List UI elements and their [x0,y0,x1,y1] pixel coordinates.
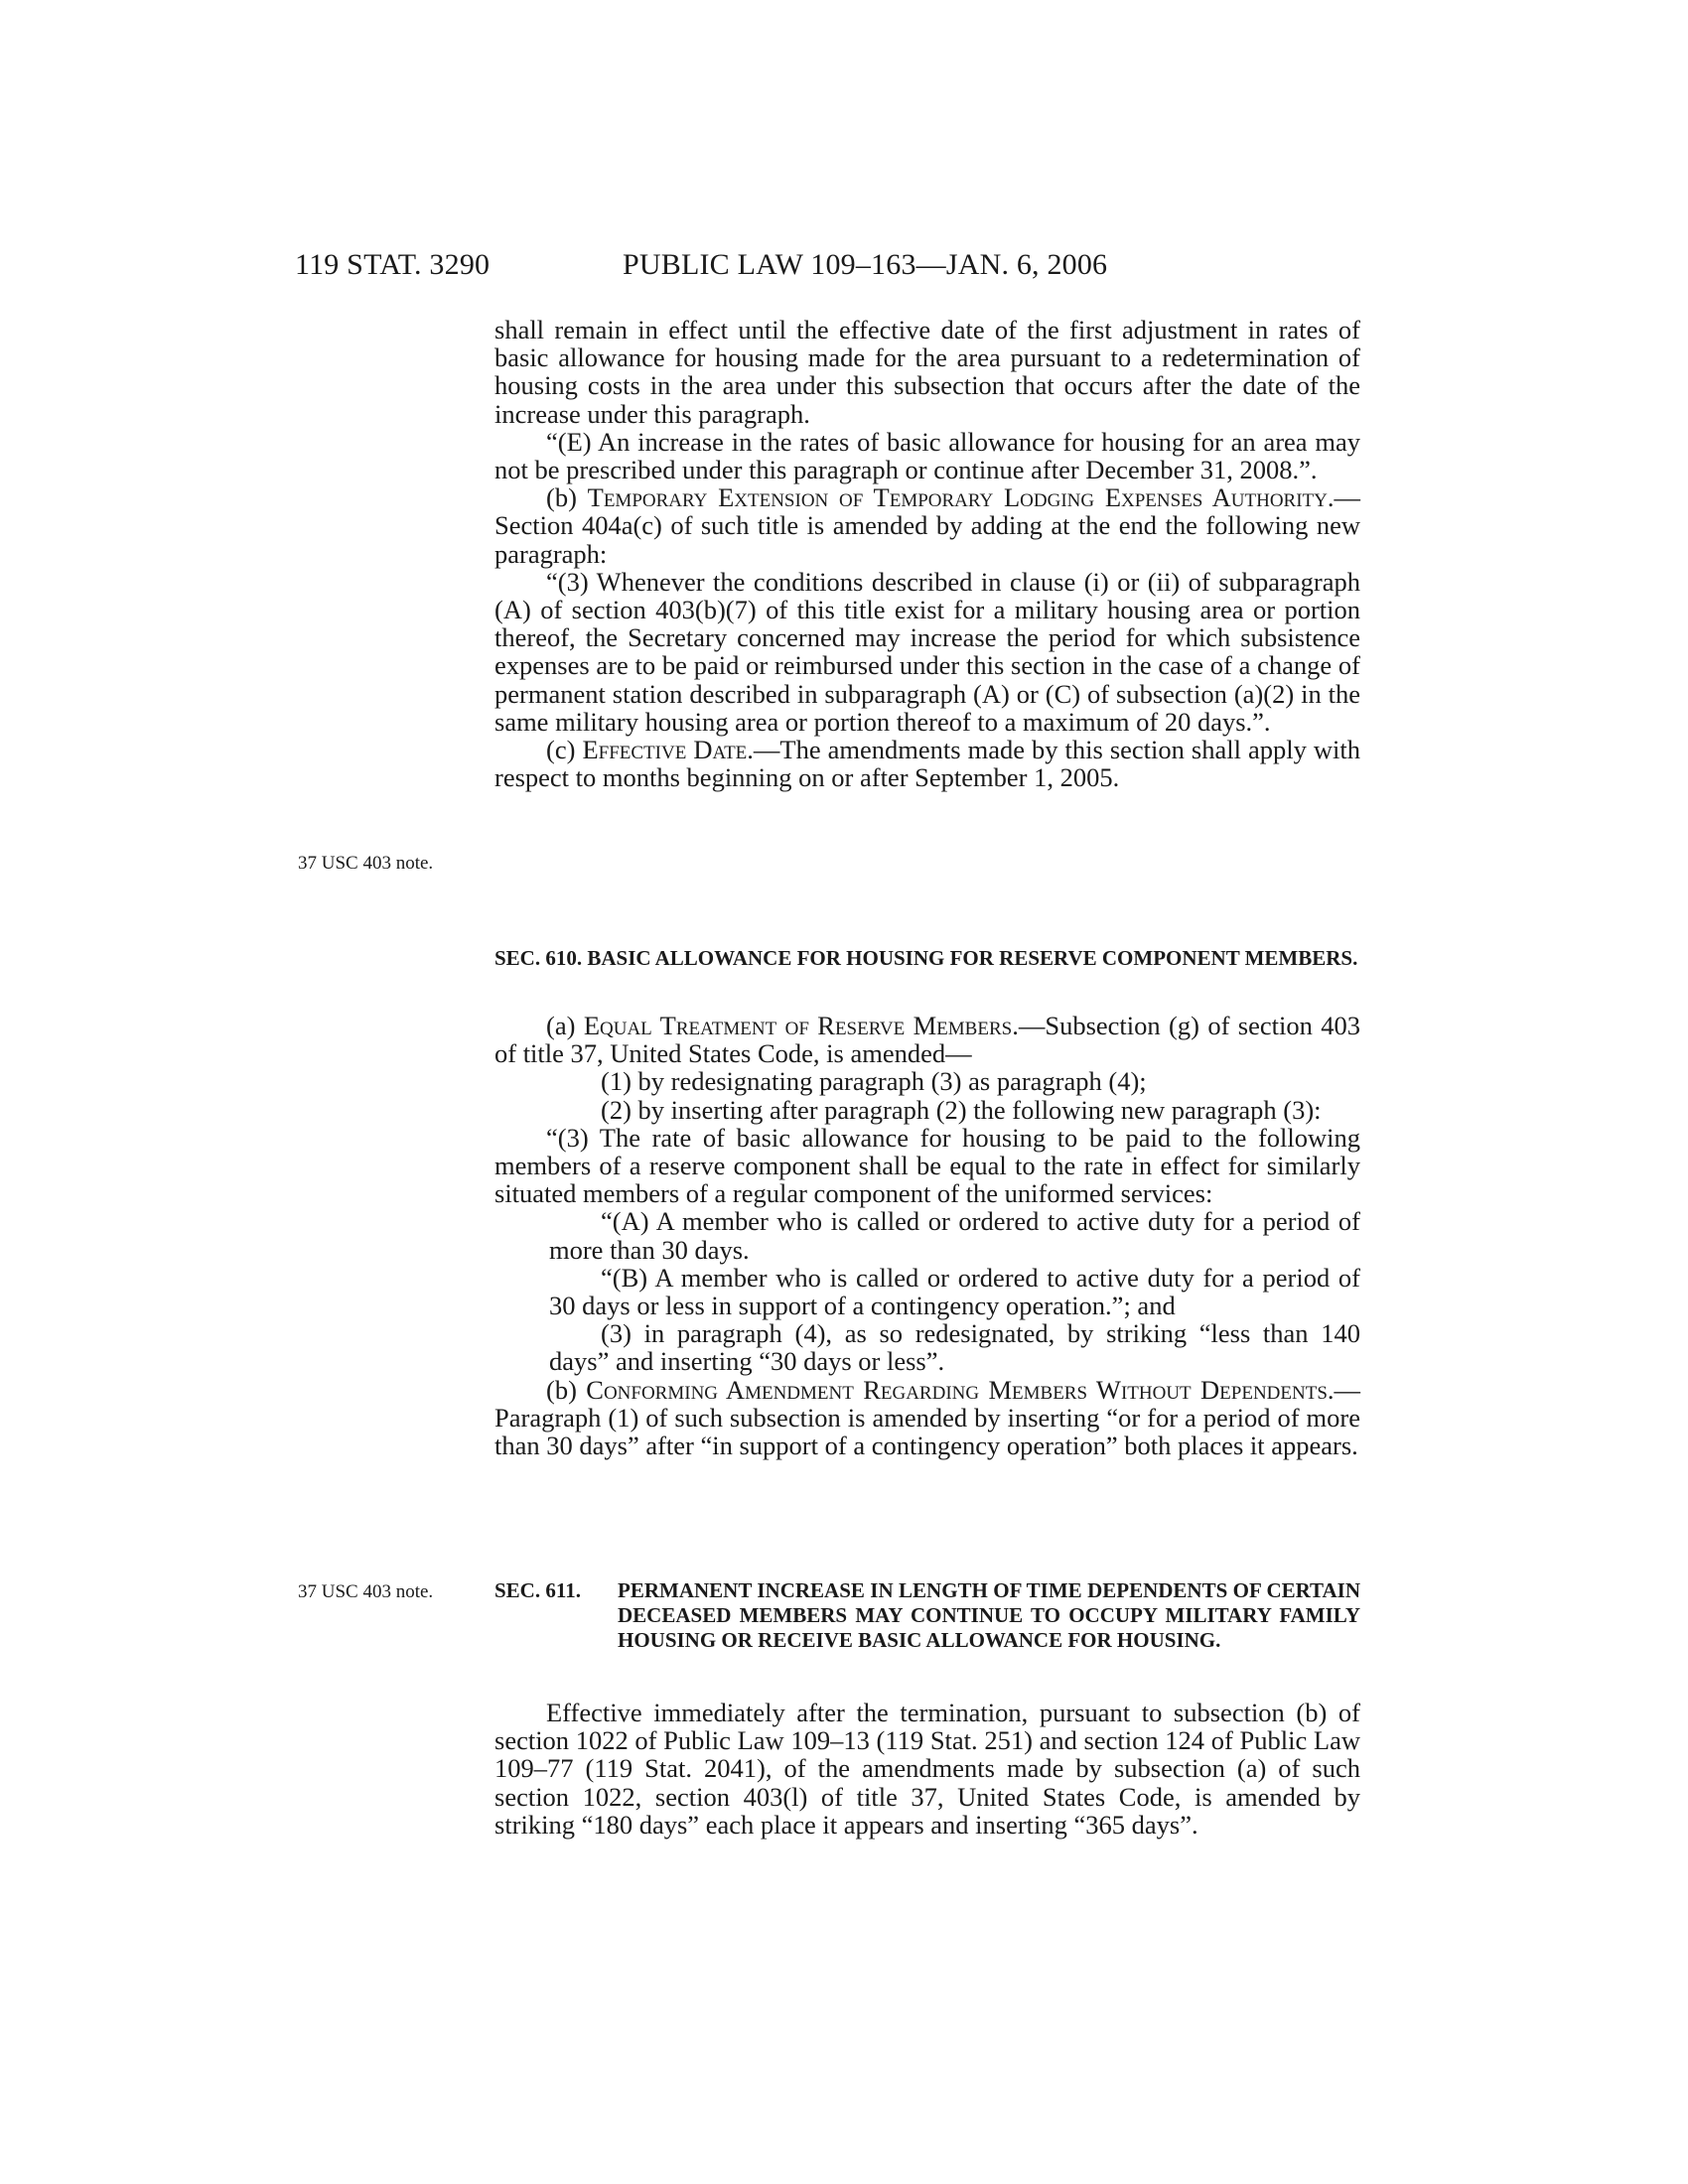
subsection-text: —The amendments made by this section shall apply with respect to months beginning on or after September 1, 2005. [494,735,1360,793]
section-611-body [494,1699,1360,1839]
page-reference: 119 STAT. 3290 [295,248,491,281]
subsection-b [494,1376,1360,1460]
subsection-label: (a) [546,1011,584,1040]
quoted-paragraph: “(3) The rate of basic allowance for housing to be paid to the following members of a reserve component shall be equal to the rate in effect for similarly situated members of a regular component of the uniformed services: [494,1122,1360,1209]
subsection-text: —Section 404a(c) of such title is amended by adding at the end the following new paragraph: [494,482,1360,569]
section-610-body [494,1012,1360,1459]
paragraph: “(3) Whenever the conditions described in clause (i) or (ii) of subparagraph (A) of section 403(b)(7) of this title exist for a military housing area or portion thereof, the Secretary concerned may increase the period for which subsistence expenses are to be paid or reimbursed under this section in the case of a change of permanent station described in subparagraph (A) or (C) of subsection (a)(2) in the same military housing area or portion thereof to a maximum of 20 days.”. [494,566,1360,737]
subsection-text: —Paragraph (1) of such subsection is amended by inserting “or for a period of more than 30 days” after “in support of a contingency operation” both places it appears. [494,1374,1361,1461]
subsection-heading: Temporary Extension of Temporary Lodging Expenses Authority. [587,482,1335,513]
section-610-heading: SEC. 610. BASIC ALLOWANCE FOR HOUSING FOR RESERVE COMPONENT MEMBERS. [494,946,1358,970]
paragraph: “(E) An increase in the rates of basic allowance for housing for an area may not be prescribed under this paragraph or continue after December 31, 2008.”. [494,426,1360,485]
subsection-heading: Equal Treatment of Reserve Members. [583,1011,1019,1040]
subsection-label: (b) [546,482,588,513]
subsection-label: (c) [546,735,583,765]
margin-note: 37 USC 403 note. [298,853,434,874]
list-item: (1) by redesignating paragraph (3) as paragraph (4); [601,1066,1147,1097]
section-title: PERMANENT INCREASE IN LENGTH OF TIME DEPENDENTS OF CERTAIN DECEASED MEMBERS MAY CONTINUE TO OCCUPY MILITARY FAMILY HOUSING OR RECEIVE BASIC ALLOWANCE FOR HOUSING. [618,1578,1360,1652]
margin-note: 37 USC 403 note. [298,1581,434,1602]
subsection-b [494,483,1360,568]
list-item: (2) by inserting after paragraph (2) the following new paragraph (3): [601,1094,1322,1125]
section-611-heading [494,1578,1360,1653]
paragraph: Effective immediately after the termination, pursuant to subsection (b) of section 1022 of Public Law 109–13 (119 Stat. 251) and section 124 of Public Law 109–77 (119 Stat. 2041), of the amendments made by subsection (a) of such section 1022, section 403(l) of title 37, United States Code, is amended by striking “180 days” each place it appears and inserting “365 days”. [494,1698,1360,1840]
subsection-text: —Subsection (g) of section 403 of title 37, United States Code, is amended— [494,1011,1360,1069]
subsection-a [494,1012,1360,1067]
subsection-heading: Conforming Amendment Regarding Members Without Dependents. [586,1374,1335,1405]
section-number: SEC. 611. [494,1578,581,1602]
subsection-c [494,736,1360,791]
quoted-subparagraph: “(B) A member who is called or ordered to active duty for a period of 30 days or less in support of a contingency operation.”; and [549,1262,1360,1321]
subsection-label: (b) [546,1374,587,1405]
running-title: PUBLIC LAW 109–163—JAN. 6, 2006 [623,248,1108,281]
body-text-block [494,316,1360,791]
paragraph: shall remain in effect until the effective date of the first adjustment in rates of basic allowance for housing made for the area pursuant to a redetermination of housing costs in the area under this subsection that occurs after the date of the increase under this paragraph. [494,315,1360,429]
quoted-subparagraph: “(A) A member who is called or ordered to active duty for a period of more than 30 days. [549,1206,1360,1265]
subsection-heading: Effective Date. [582,735,754,765]
list-item: (3) in paragraph (4), as so redesignated, by striking “less than 140 days” and inserting “30 days or less”. [549,1318,1360,1377]
